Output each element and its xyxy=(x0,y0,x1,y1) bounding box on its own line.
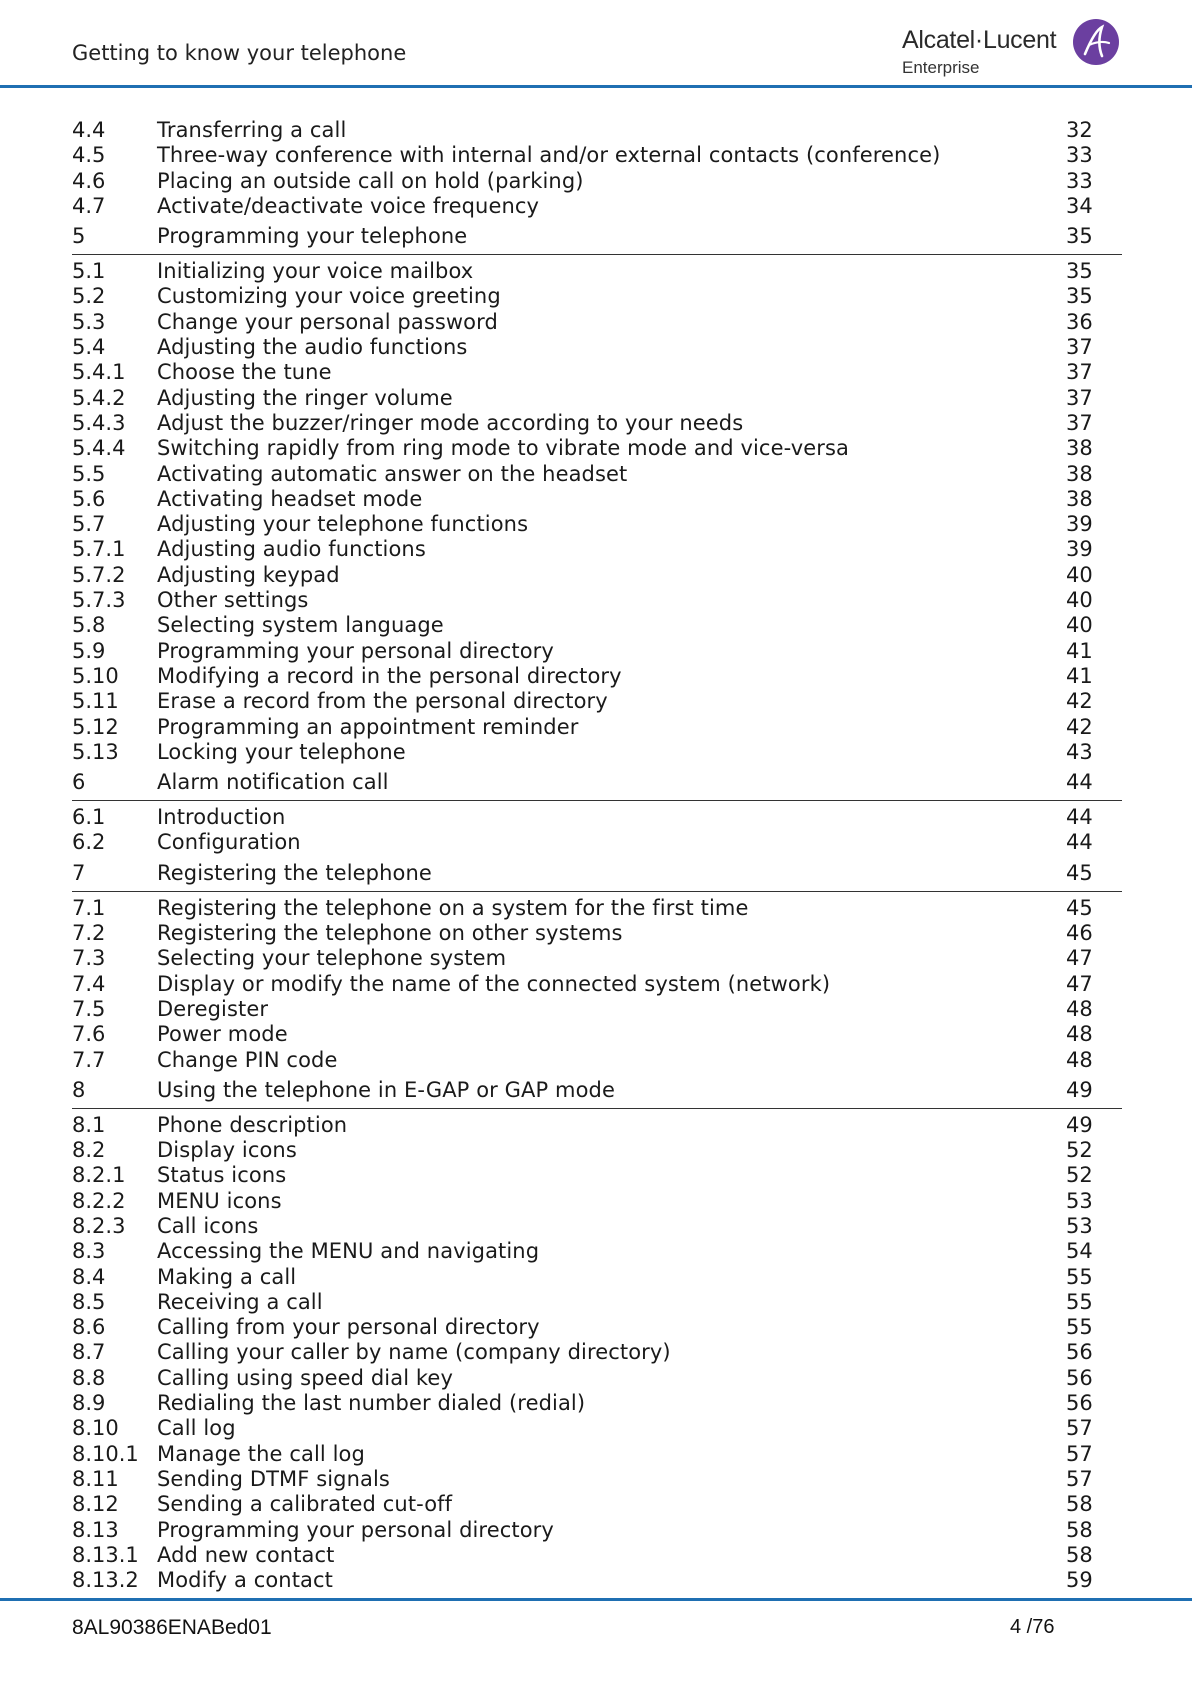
toc-row[interactable] xyxy=(72,613,1122,638)
toc-entry-page: 45 xyxy=(1066,860,1093,885)
toc-entry-number: 5.1 xyxy=(72,259,106,284)
toc-row[interactable] xyxy=(72,487,1122,512)
toc-entry-title: Programming your telephone xyxy=(157,224,468,249)
toc-entry-page: 44 xyxy=(1066,805,1093,830)
toc-entry-number: 6 xyxy=(72,770,86,795)
toc-row[interactable] xyxy=(72,1366,1122,1391)
toc-row[interactable] xyxy=(72,335,1122,360)
toc-entry-page: 37 xyxy=(1066,360,1093,385)
toc-entry-title: Choose the tune xyxy=(157,360,332,385)
toc-entry-page: 49 xyxy=(1066,1112,1093,1137)
toc-row[interactable] xyxy=(72,143,1122,168)
toc-entry-number: 4.5 xyxy=(72,143,106,168)
toc-row[interactable] xyxy=(72,1543,1122,1568)
toc-entry-page: 40 xyxy=(1066,613,1093,638)
toc-entry-number: 8.1 xyxy=(72,1112,106,1137)
toc-row[interactable] xyxy=(72,169,1122,194)
toc-entry-page: 49 xyxy=(1066,1077,1093,1102)
toc-row[interactable] xyxy=(72,946,1122,971)
toc-entry-title: Receiving a call xyxy=(157,1289,323,1314)
toc-entry-number: 5.4.2 xyxy=(72,385,126,410)
toc-entry-title: Display icons xyxy=(157,1138,297,1163)
toc-row[interactable] xyxy=(72,1442,1122,1467)
toc-entry-page: 46 xyxy=(1066,921,1093,946)
toc-entry-title: Placing an outside call on hold (parking) xyxy=(157,168,584,193)
toc-row[interactable] xyxy=(72,1163,1122,1188)
toc-entry-number: 4.7 xyxy=(72,193,106,218)
toc-entry-number: 7.1 xyxy=(72,895,106,920)
toc-entry-number: 7.3 xyxy=(72,946,106,971)
toc-entry-title: Activating headset mode xyxy=(157,486,423,511)
toc-entry-page: 38 xyxy=(1066,436,1093,461)
toc-entry-title: Sending DTMF signals xyxy=(157,1466,390,1491)
toc-entry-page: 56 xyxy=(1066,1391,1093,1416)
toc-row[interactable] xyxy=(72,715,1122,740)
toc-entry-title: Making a call xyxy=(157,1264,297,1289)
toc-entry-page: 52 xyxy=(1066,1163,1093,1188)
toc-entry-title: Change PIN code xyxy=(157,1047,338,1072)
toc-entry-title: Selecting system language xyxy=(157,613,444,638)
toc-entry-title: Adjusting the ringer volume xyxy=(157,385,453,410)
toc-entry-number: 5.4.4 xyxy=(72,436,126,461)
toc-entry-title: Calling using speed dial key xyxy=(157,1365,453,1390)
brand-mark-icon xyxy=(1072,18,1120,66)
brand-subtitle: Enterprise xyxy=(902,58,980,77)
toc-row[interactable] xyxy=(72,1568,1122,1593)
toc-chapter-row[interactable] xyxy=(72,767,1122,801)
toc-entry-title: Adjusting your telephone functions xyxy=(157,512,529,537)
toc-chapter-row[interactable] xyxy=(72,221,1122,255)
toc-entry-number: 8.13 xyxy=(72,1517,119,1542)
toc-entry-number: 4.6 xyxy=(72,168,106,193)
toc-entry-number: 5.10 xyxy=(72,663,119,688)
toc-entry-number: 5.11 xyxy=(72,689,119,714)
brand-logo xyxy=(902,16,1122,80)
toc-row[interactable] xyxy=(72,1138,1122,1163)
toc-entry-title: Erase a record from the personal directory xyxy=(157,689,608,714)
toc-entry-title: Three-way conference with internal and/or external contacts (conference) xyxy=(157,143,941,168)
toc-row[interactable] xyxy=(72,360,1122,385)
toc-entry-page: 53 xyxy=(1066,1188,1093,1213)
toc-entry-number: 7.7 xyxy=(72,1047,106,1072)
toc-entry-page: 34 xyxy=(1066,193,1093,218)
toc-entry-page: 37 xyxy=(1066,335,1093,360)
toc-entry-number: 5.7.3 xyxy=(72,588,126,613)
toc-entry-page: 37 xyxy=(1066,385,1093,410)
toc-entry-page: 53 xyxy=(1066,1213,1093,1238)
toc-row[interactable] xyxy=(72,830,1122,855)
toc-entry-title: Calling from your personal directory xyxy=(157,1315,540,1340)
toc-entry-page: 47 xyxy=(1066,971,1093,996)
toc-entry-page: 37 xyxy=(1066,410,1093,435)
toc-entry-number: 5.12 xyxy=(72,714,119,739)
toc-chapter-row[interactable] xyxy=(72,1075,1122,1109)
toc-entry-title: Modifying a record in the personal directory xyxy=(157,663,622,688)
toc-entry-page: 41 xyxy=(1066,638,1093,663)
toc-row[interactable] xyxy=(72,118,1122,143)
toc-row[interactable] xyxy=(72,411,1122,436)
toc-entry-number: 5.9 xyxy=(72,638,106,663)
toc-entry-number: 8.12 xyxy=(72,1492,119,1517)
toc-entry-page: 48 xyxy=(1066,1022,1093,1047)
toc-entry-title: Display or modify the name of the connected system (network) xyxy=(157,971,831,996)
toc-row[interactable] xyxy=(72,194,1122,219)
document-code: 8AL90386ENABed01 xyxy=(72,1616,272,1639)
toc-entry-title: Adjusting audio functions xyxy=(157,537,426,562)
toc-entry-title: MENU icons xyxy=(157,1188,282,1213)
toc-entry-page: 55 xyxy=(1066,1289,1093,1314)
toc-entry-title: Accessing the MENU and navigating xyxy=(157,1239,540,1264)
toc-row[interactable] xyxy=(72,664,1122,689)
toc-entry-page: 58 xyxy=(1066,1542,1093,1567)
toc-entry-page: 47 xyxy=(1066,946,1093,971)
toc-entry-title: Introduction xyxy=(157,805,286,830)
toc-entry-page: 33 xyxy=(1066,143,1093,168)
toc-entry-title: Call icons xyxy=(157,1213,259,1238)
toc-entry-number: 8.11 xyxy=(72,1466,119,1491)
toc-entry-page: 33 xyxy=(1066,168,1093,193)
toc-entry-page: 41 xyxy=(1066,663,1093,688)
toc-row[interactable] xyxy=(72,1467,1122,1492)
toc-entry-title: Call log xyxy=(157,1416,236,1441)
toc-entry-title: Registering the telephone on other systems xyxy=(157,921,623,946)
toc-entry-number: 8.10.1 xyxy=(72,1441,139,1466)
toc-entry-title: Status icons xyxy=(157,1163,287,1188)
toc-entry-number: 8.6 xyxy=(72,1315,106,1340)
toc-entry-title: Change your personal password xyxy=(157,309,498,334)
toc-entry-page: 39 xyxy=(1066,537,1093,562)
toc-entry-title: Activating automatic answer on the headset xyxy=(157,461,628,486)
toc-entry-number: 5 xyxy=(72,224,86,249)
toc-row[interactable] xyxy=(72,740,1122,765)
toc-entry-number: 8.9 xyxy=(72,1391,106,1416)
toc-row[interactable] xyxy=(72,1518,1122,1543)
toc-entry-page: 35 xyxy=(1066,284,1093,309)
toc-row[interactable] xyxy=(72,1214,1122,1239)
toc-entry-number: 7.5 xyxy=(72,996,106,1021)
toc-row[interactable] xyxy=(72,436,1122,461)
toc-row[interactable] xyxy=(72,1340,1122,1365)
toc-entry-title: Customizing your voice greeting xyxy=(157,284,501,309)
toc-entry-title: Adjusting keypad xyxy=(157,562,340,587)
toc-row[interactable] xyxy=(72,259,1122,284)
toc-row[interactable] xyxy=(72,1391,1122,1416)
toc-row[interactable] xyxy=(72,1113,1122,1138)
toc-entry-page: 55 xyxy=(1066,1264,1093,1289)
toc-entry-page: 38 xyxy=(1066,461,1093,486)
toc-entry-number: 4.4 xyxy=(72,118,106,142)
footer-rule xyxy=(0,1598,1192,1601)
toc-entry-title: Using the telephone in E-GAP or GAP mode xyxy=(157,1077,616,1102)
header-rule xyxy=(0,85,1192,88)
toc-entry-title: Programming your personal directory xyxy=(157,638,554,663)
toc-entry-number: 5.4.1 xyxy=(72,360,126,385)
toc-entry-page: 55 xyxy=(1066,1315,1093,1340)
toc-entry-page: 59 xyxy=(1066,1568,1093,1593)
toc-row[interactable] xyxy=(72,563,1122,588)
toc-entry-page: 58 xyxy=(1066,1492,1093,1517)
toc-entry-number: 7 xyxy=(72,860,86,885)
toc-entry-number: 6.2 xyxy=(72,830,106,855)
toc-row[interactable] xyxy=(72,921,1122,946)
toc-entry-page: 35 xyxy=(1066,224,1093,249)
toc-entry-page: 57 xyxy=(1066,1466,1093,1491)
toc-entry-number: 8.10 xyxy=(72,1416,119,1441)
toc-row[interactable] xyxy=(72,1315,1122,1340)
toc-row[interactable] xyxy=(72,512,1122,537)
toc-entry-page: 57 xyxy=(1066,1416,1093,1441)
toc-entry-page: 36 xyxy=(1066,309,1093,334)
toc-entry-number: 5.7 xyxy=(72,512,106,537)
toc-entry-page: 54 xyxy=(1066,1239,1093,1264)
toc-entry-number: 8.2 xyxy=(72,1138,106,1163)
toc-entry-number: 8.2.3 xyxy=(72,1213,126,1238)
toc-entry-number: 5.3 xyxy=(72,309,106,334)
toc-row[interactable] xyxy=(72,639,1122,664)
toc-entry-page: 42 xyxy=(1066,689,1093,714)
toc-entry-page: 48 xyxy=(1066,996,1093,1021)
toc-row[interactable] xyxy=(72,284,1122,309)
toc-entry-number: 5.7.1 xyxy=(72,537,126,562)
toc-entry-page: 48 xyxy=(1066,1047,1093,1072)
toc-entry-title: Locking your telephone xyxy=(157,739,406,764)
brand-name: Alcatel·Lucent xyxy=(902,26,1057,54)
toc-row[interactable] xyxy=(72,896,1122,921)
toc-entry-number: 5.4.3 xyxy=(72,410,126,435)
toc-entry-page: 58 xyxy=(1066,1517,1093,1542)
toc-entry-number: 8 xyxy=(72,1077,86,1102)
toc-entry-page: 56 xyxy=(1066,1365,1093,1390)
toc-entry-page: 39 xyxy=(1066,512,1093,537)
toc-entry-title: Calling your caller by name (company directory) xyxy=(157,1340,671,1365)
toc-entry-number: 8.8 xyxy=(72,1365,106,1390)
toc-entry-title: Manage the call log xyxy=(157,1441,365,1466)
toc-entry-number: 8.5 xyxy=(72,1289,106,1314)
toc-row[interactable] xyxy=(72,462,1122,487)
toc-entry-number: 5.5 xyxy=(72,461,106,486)
toc-entry-title: Modify a contact xyxy=(157,1568,333,1593)
toc-row[interactable] xyxy=(72,1022,1122,1047)
toc-entry-title: Transferring a call xyxy=(157,118,347,142)
toc-entry-page: 40 xyxy=(1066,562,1093,587)
toc-entry-number: 7.4 xyxy=(72,971,106,996)
toc-entry-title: Alarm notification call xyxy=(157,770,389,795)
toc-entry-number: 7.2 xyxy=(72,921,106,946)
toc-entry-page: 52 xyxy=(1066,1138,1093,1163)
toc-entry-page: 35 xyxy=(1066,259,1093,284)
toc-entry-page: 43 xyxy=(1066,739,1093,764)
toc-entry-number: 5.7.2 xyxy=(72,562,126,587)
toc-entry-title: Redialing the last number dialed (redial) xyxy=(157,1391,586,1416)
toc-entry-title: Programming your personal directory xyxy=(157,1517,554,1542)
toc-entry-title: Registering the telephone xyxy=(157,860,432,885)
toc-entry-number: 5.2 xyxy=(72,284,106,309)
toc-row[interactable] xyxy=(72,1265,1122,1290)
toc-row[interactable] xyxy=(72,1416,1122,1441)
toc-entry-number: 5.13 xyxy=(72,739,119,764)
toc-entry-page: 44 xyxy=(1066,830,1093,855)
toc-entry-title: Other settings xyxy=(157,588,309,613)
toc-entry-page: 56 xyxy=(1066,1340,1093,1365)
toc-entry-number: 8.13.2 xyxy=(72,1568,139,1593)
toc-entry-number: 5.4 xyxy=(72,335,106,360)
toc-entry-title: Phone description xyxy=(157,1112,348,1137)
toc-entry-title: Sending a calibrated cut-off xyxy=(157,1492,453,1517)
toc-entry-title: Adjust the buzzer/ringer mode according to your needs xyxy=(157,410,744,435)
toc-row[interactable] xyxy=(72,1189,1122,1214)
toc-entry-title: Adjusting the audio functions xyxy=(157,335,468,360)
toc-entry-number: 8.2.1 xyxy=(72,1163,126,1188)
toc-entry-number: 8.2.2 xyxy=(72,1188,126,1213)
toc-row[interactable] xyxy=(72,537,1122,562)
toc-entry-number: 8.4 xyxy=(72,1264,106,1289)
toc-entry-title: Selecting your telephone system xyxy=(157,946,507,971)
toc-entry-title: Switching rapidly from ring mode to vibrate mode and vice-versa xyxy=(157,436,849,461)
toc-entry-page: 32 xyxy=(1066,118,1093,142)
toc-row[interactable] xyxy=(72,805,1122,830)
toc-entry-title: Deregister xyxy=(157,996,269,1021)
toc-row[interactable] xyxy=(72,997,1122,1022)
toc-entry-title: Activate/deactivate voice frequency xyxy=(157,193,540,218)
toc-chapter-row[interactable] xyxy=(72,858,1122,892)
toc-entry-number: 5.6 xyxy=(72,486,106,511)
toc-row[interactable] xyxy=(72,689,1122,714)
toc-row[interactable] xyxy=(72,1239,1122,1264)
toc-entry-title: Initializing your voice mailbox xyxy=(157,259,474,284)
toc-entry-page: 57 xyxy=(1066,1441,1093,1466)
toc-entry-number: 6.1 xyxy=(72,805,106,830)
toc-entry-number: 5.8 xyxy=(72,613,106,638)
toc-entry-title: Registering the telephone on a system for the first time xyxy=(157,895,749,920)
toc-entry-page: 38 xyxy=(1066,486,1093,511)
toc-entry-page: 42 xyxy=(1066,714,1093,739)
toc-entry-number: 8.3 xyxy=(72,1239,106,1264)
toc-entry-title: Add new contact xyxy=(157,1542,335,1567)
toc-row[interactable] xyxy=(72,1290,1122,1315)
toc-row[interactable] xyxy=(72,972,1122,997)
toc-entry-number: 7.6 xyxy=(72,1022,106,1047)
toc-entry-number: 8.7 xyxy=(72,1340,106,1365)
toc-entry-page: 45 xyxy=(1066,895,1093,920)
header-title: Getting to know your telephone xyxy=(72,41,407,65)
toc-entry-title: Programming an appointment reminder xyxy=(157,714,579,739)
toc-entry-title: Configuration xyxy=(157,830,301,855)
toc-row[interactable] xyxy=(72,588,1122,613)
toc-entry-page: 44 xyxy=(1066,770,1093,795)
toc-row[interactable] xyxy=(72,386,1122,411)
toc-row[interactable] xyxy=(72,1492,1122,1517)
table-of-contents xyxy=(72,118,1122,1593)
toc-row[interactable] xyxy=(72,310,1122,335)
toc-entry-title: Power mode xyxy=(157,1022,288,1047)
toc-entry-number: 8.13.1 xyxy=(72,1542,139,1567)
toc-entry-page: 40 xyxy=(1066,588,1093,613)
toc-row[interactable] xyxy=(72,1048,1122,1073)
page-indicator: 4 /76 xyxy=(1010,1616,1055,1638)
